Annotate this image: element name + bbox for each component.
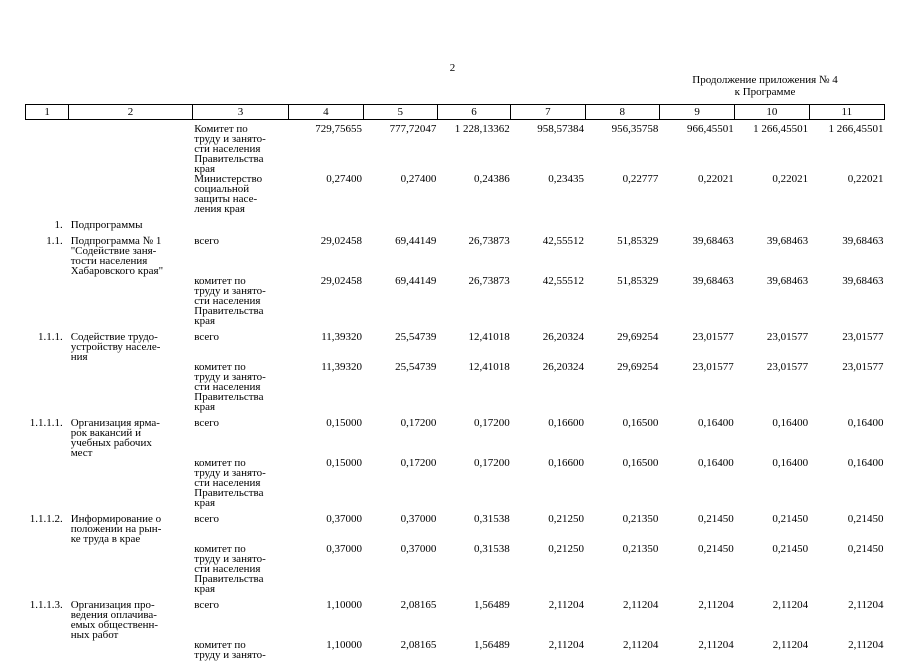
row-value: 777,72047: [389, 123, 437, 135]
row-name: [69, 640, 193, 660]
row-value: 956,35758: [611, 123, 659, 135]
row-code: [26, 276, 69, 326]
row-code: [26, 120, 69, 175]
row-value: 2,11204: [548, 639, 585, 651]
row-value: 51,85329: [617, 235, 659, 247]
table-row: [26, 214, 885, 230]
row-executor: комитет по труду и занято- сти населения Правительства края: [194, 361, 266, 413]
row-value: 0,24386: [473, 173, 510, 185]
row-value: 2,11204: [772, 639, 809, 651]
row-value: 1,10000: [326, 639, 363, 651]
row-value: 0,21450: [772, 543, 809, 555]
row-value: 26,73873: [468, 235, 510, 247]
row-value: [363, 214, 437, 230]
row-value: 69,44149: [395, 235, 437, 247]
row-name: Содействие трудо- устройству населе- ния: [70, 331, 161, 363]
row-value: 1,10000: [326, 599, 363, 611]
column-header: 7: [511, 105, 585, 120]
table-row: [26, 594, 885, 640]
table-row: [26, 412, 885, 458]
row-code: 1.1.1.2.: [29, 513, 63, 525]
row-value: 0,16500: [622, 457, 659, 469]
row-value: 25,54739: [395, 361, 437, 373]
column-header: 10: [735, 105, 809, 120]
column-header: 9: [659, 105, 734, 120]
row-value: 2,11204: [698, 599, 734, 611]
row-value: 0,21450: [847, 543, 884, 555]
row-value: 0,21250: [548, 513, 585, 525]
row-name: [69, 120, 193, 175]
row-value: 0,23435: [548, 173, 585, 185]
row-code: 1.1.1.1.: [29, 417, 63, 429]
table-row: [26, 640, 885, 660]
table-row: [26, 120, 885, 175]
row-value: 2,11204: [698, 639, 734, 651]
row-value: 0,21450: [697, 543, 734, 555]
row-value: 0,16400: [697, 457, 734, 469]
row-value: 1,56489: [473, 639, 510, 651]
row-value: [735, 214, 809, 230]
column-header: 1: [26, 105, 69, 120]
row-value: 51,85329: [617, 275, 659, 287]
row-value: 26,20324: [542, 361, 585, 373]
continuation-note: [650, 74, 880, 98]
row-value: 11,39320: [321, 361, 363, 373]
row-value: 0,16400: [772, 417, 809, 429]
row-value: 23,01577: [692, 331, 734, 343]
row-value: 2,08165: [400, 599, 437, 611]
row-name: Подпрограмма № 1 "Содействие заня- тости населения Хабаровского края": [70, 235, 164, 277]
row-code: 1.1.: [46, 235, 63, 247]
column-header: 2: [69, 105, 193, 120]
row-value: 0,27400: [326, 173, 363, 185]
row-value: 0,16600: [548, 417, 585, 429]
table-row: [26, 458, 885, 508]
row-name: [69, 544, 193, 594]
row-name: Организация про- ведения оплачива- емых общественн- ных работ: [70, 599, 159, 641]
column-header: 11: [809, 105, 884, 120]
row-value: [809, 214, 884, 230]
row-value: 0,37000: [326, 543, 363, 555]
row-name: [69, 174, 193, 214]
row-value: 29,02458: [320, 235, 363, 247]
row-executor: всего: [194, 599, 220, 611]
row-value: 2,11204: [848, 639, 884, 651]
row-value: 11,39320: [321, 331, 363, 343]
row-value: 0,22021: [697, 173, 734, 185]
row-value: 2,11204: [548, 599, 585, 611]
row-value: 2,11204: [772, 599, 809, 611]
row-value: 12,41018: [468, 361, 510, 373]
table-row: [26, 276, 885, 326]
row-value: 0,16600: [548, 457, 585, 469]
row-value: 0,16400: [847, 417, 884, 429]
row-value: 0,17200: [473, 457, 510, 469]
row-value: 2,08165: [400, 639, 437, 651]
row-value: [289, 214, 363, 230]
row-value: 23,01577: [692, 361, 734, 373]
row-value: 42,55512: [542, 275, 585, 287]
row-value: 0,22021: [847, 173, 884, 185]
column-number-row: [26, 105, 885, 120]
row-value: 0,17200: [400, 417, 437, 429]
column-header: 6: [437, 105, 510, 120]
row-value: 0,16400: [772, 457, 809, 469]
column-header: 3: [192, 105, 288, 120]
row-code: [26, 640, 69, 660]
column-header: 5: [363, 105, 437, 120]
row-value: 39,68463: [692, 235, 734, 247]
row-value: [437, 214, 510, 230]
row-value: 23,01577: [842, 331, 884, 343]
row-executor: всего: [194, 331, 220, 343]
row-executor: всего: [194, 417, 220, 429]
column-header: 8: [585, 105, 659, 120]
row-value: 26,73873: [468, 275, 510, 287]
row-value: 0,21450: [847, 513, 884, 525]
row-value: 29,02458: [320, 275, 363, 287]
row-value: 2,11204: [623, 639, 659, 651]
row-value: 26,20324: [542, 331, 585, 343]
row-value: 0,21350: [622, 513, 659, 525]
row-value: 0,22021: [772, 173, 809, 185]
page-number: 2: [449, 62, 456, 74]
row-executor: всего: [194, 235, 220, 247]
row-executor: Министерство социальной защиты насе- ления края: [194, 173, 263, 215]
row-value: 39,68463: [842, 275, 884, 287]
row-value: 1 266,45501: [753, 123, 809, 135]
row-value: 0,17200: [473, 417, 510, 429]
table-row: [26, 508, 885, 544]
row-executor: комитет по труду и занято- сти населения Правительства края: [194, 457, 266, 509]
row-executor: комитет по труду и занято- сти населения Правительства края: [194, 275, 266, 327]
row-value: 0,17200: [400, 457, 437, 469]
table-body: [26, 120, 885, 661]
row-code: [26, 174, 69, 214]
row-value: 69,44149: [395, 275, 437, 287]
row-value: 1,56489: [473, 599, 510, 611]
row-code: [26, 362, 69, 412]
row-value: 958,57384: [537, 123, 585, 135]
row-executor: комитет по труду и занято-: [194, 639, 266, 661]
row-value: 2,11204: [623, 599, 659, 611]
row-code: [26, 544, 69, 594]
row-value: 0,37000: [326, 513, 363, 525]
continuation-line-2: к Программе: [734, 86, 796, 98]
row-value: 0,31538: [473, 513, 510, 525]
row-name: Организация ярма- рок вакансий и учебных рабочих мест: [70, 417, 160, 459]
row-value: 0,31538: [473, 543, 510, 555]
row-value: 0,16400: [697, 417, 734, 429]
row-value: 0,16400: [847, 457, 884, 469]
row-name: Информирование о положении на рын- ке труда в крае: [70, 513, 162, 545]
row-code: 1.1.1.: [37, 331, 63, 343]
table-row: [26, 362, 885, 412]
row-value: 0,21450: [772, 513, 809, 525]
row-value: 0,15000: [326, 457, 363, 469]
row-value: 0,27400: [400, 173, 437, 185]
table-row: [26, 230, 885, 276]
row-value: 12,41018: [468, 331, 510, 343]
row-executor: [192, 214, 288, 230]
row-value: 39,68463: [766, 235, 809, 247]
row-value: 0,37000: [400, 543, 437, 555]
row-executor: Комитет по труду и занято- сти населения Правительства края: [194, 123, 266, 175]
row-code: 1.: [54, 219, 63, 231]
row-value: 0,22777: [622, 173, 659, 185]
row-value: [585, 214, 659, 230]
row-executor: комитет по труду и занято- сти населения Правительства края: [194, 543, 266, 595]
row-value: 729,75655: [315, 123, 363, 135]
row-name: [69, 276, 193, 326]
row-value: 29,69254: [617, 361, 659, 373]
row-value: 2,11204: [848, 599, 884, 611]
row-name: [69, 458, 193, 508]
table-row: [26, 326, 885, 362]
row-value: 23,01577: [842, 361, 884, 373]
row-value: 0,21350: [622, 543, 659, 555]
row-value: 23,01577: [766, 331, 809, 343]
continuation-line-1: Продолжение приложения № 4: [692, 74, 838, 86]
row-value: 23,01577: [766, 361, 809, 373]
row-value: 1 266,45501: [828, 123, 884, 135]
column-header: 4: [289, 105, 363, 120]
table-row: [26, 544, 885, 594]
row-code: [26, 458, 69, 508]
row-name: Подпрограммы: [70, 219, 143, 231]
row-value: 1 228,13362: [454, 123, 510, 135]
row-value: 0,15000: [326, 417, 363, 429]
row-value: 0,37000: [400, 513, 437, 525]
row-value: [659, 214, 734, 230]
row-value: 25,54739: [395, 331, 437, 343]
row-value: 39,68463: [692, 275, 734, 287]
row-value: 0,21450: [697, 513, 734, 525]
row-value: 42,55512: [542, 235, 585, 247]
budget-table: [25, 104, 885, 660]
row-value: 39,68463: [766, 275, 809, 287]
row-code: 1.1.1.3.: [29, 599, 63, 611]
row-value: 29,69254: [617, 331, 659, 343]
row-executor: всего: [194, 513, 220, 525]
row-name: [69, 362, 193, 412]
row-value: 0,16500: [622, 417, 659, 429]
table-row: [26, 174, 885, 214]
row-value: [511, 214, 585, 230]
row-value: 39,68463: [842, 235, 884, 247]
row-value: 966,45501: [686, 123, 734, 135]
row-value: 0,21250: [548, 543, 585, 555]
